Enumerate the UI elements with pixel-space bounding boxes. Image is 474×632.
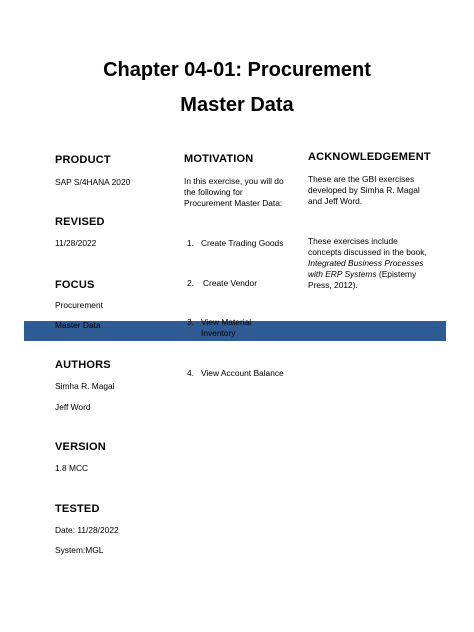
ack-line: These exercises include (308, 236, 398, 246)
item-text: View Material (201, 317, 252, 327)
book-title-line: Integrated Business Processes (308, 258, 424, 268)
motivation-intro-line: the following for (184, 187, 243, 197)
motivation-intro-line: Procurement Master Data: (184, 198, 283, 208)
motivation-item (187, 368, 284, 379)
item-text-continued: Inventory (201, 328, 236, 338)
product-value: SAP S/4HANA 2020 (55, 177, 131, 187)
author-name: Simha R. Magal (55, 381, 115, 391)
revised-value: 11/28/2022 (55, 238, 97, 248)
acknowledgement-paragraph-2 (308, 236, 427, 291)
motivation-heading: MOTIVATION (184, 153, 254, 165)
ack-line: and Jeff Word. (308, 196, 363, 206)
motivation-item (187, 238, 283, 249)
ack-line: Press, 2012). (308, 280, 358, 290)
ack-line (308, 269, 427, 280)
tested-heading: TESTED (55, 503, 100, 515)
acknowledgement-heading: ACKNOWLEDGEMENT (308, 151, 431, 163)
title-line-1: Chapter 04-01: Procurement (103, 59, 371, 81)
item-text: Create Trading Goods (201, 238, 284, 248)
author-name: Jeff Word (55, 402, 91, 412)
revised-heading: REVISED (55, 216, 105, 228)
focus-line-2: Master Data (55, 320, 101, 330)
tested-date: Date: 11/28/2022 (55, 525, 119, 535)
item-number: 3. (187, 317, 194, 327)
version-heading: VERSION (55, 441, 106, 453)
item-number: 4. (187, 368, 194, 378)
tested-system: System:MGL (55, 545, 104, 555)
motivation-item (187, 278, 257, 289)
ack-line: These are the GBI exercises (308, 174, 415, 184)
motivation-intro (184, 176, 284, 209)
ack-line: developed by Simha R. Magal (308, 185, 420, 195)
title-line-2: Master Data (180, 94, 294, 116)
motivation-intro-line: In this exercise, you will do (184, 176, 284, 186)
focus-heading: FOCUS (55, 279, 95, 291)
focus-line-1: Procurement (55, 300, 103, 310)
book-title-line: with ERP Systems (308, 269, 377, 279)
ack-book-title (308, 258, 427, 269)
product-heading: PRODUCT (55, 154, 111, 166)
version-value: 1.8 MCC (55, 463, 89, 473)
authors-heading: AUTHORS (55, 359, 111, 371)
ack-line: concepts discussed in the book, (308, 247, 427, 257)
item-text: View Account Balance (201, 368, 284, 378)
publisher-text: (Epistemy (376, 269, 417, 279)
acknowledgement-paragraph-1 (308, 174, 420, 207)
item-number: 1. (187, 238, 194, 248)
item-number: 2. (187, 278, 194, 288)
item-text: Create Vendor (203, 278, 258, 288)
motivation-item (187, 317, 251, 339)
